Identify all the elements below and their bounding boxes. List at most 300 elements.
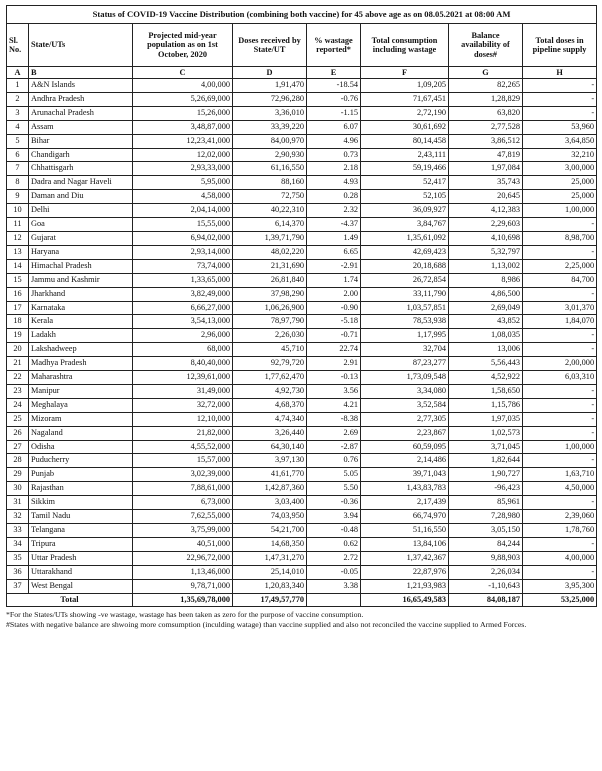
cell-pipeline: - [523,412,597,426]
cell-population: 9,78,71,000 [133,579,233,593]
cell-doses-received: 1,39,71,790 [233,231,307,245]
cell-doses-received: 37,98,290 [233,287,307,301]
cell-wastage: 2.00 [307,287,361,301]
cell-pipeline: - [523,454,597,468]
cell-wastage: 2.72 [307,551,361,565]
column-letter: E [307,67,361,79]
cell-balance: 1,97,035 [449,412,523,426]
cell-doses-received: 45,710 [233,343,307,357]
cell-wastage: -0.13 [307,371,361,385]
cell-population: 7,62,55,000 [133,510,233,524]
cell-population: 68,000 [133,343,233,357]
cell-wastage: -8.38 [307,412,361,426]
cell-pipeline: 1,63,710 [523,468,597,482]
total-population: 1,35,69,78,000 [133,593,233,607]
column-letter-row [7,67,597,79]
cell-state: Manipur [29,384,133,398]
cell-balance: 85,961 [449,496,523,510]
table-row [7,579,597,593]
header-pipeline: Total doses in pipeline supply [523,24,597,67]
cell-sl-no: 19 [7,329,29,343]
cell-wastage: 2.69 [307,426,361,440]
cell-state: Uttarakhand [29,565,133,579]
cell-doses-received: 78,97,790 [233,315,307,329]
cell-balance: 13,006 [449,343,523,357]
cell-population: 73,74,000 [133,259,233,273]
cell-doses-received: 4,92,730 [233,384,307,398]
cell-population: 15,57,000 [133,454,233,468]
cell-population: 4,58,000 [133,190,233,204]
cell-consumption: 1,17,995 [361,329,449,343]
total-wastage [307,593,361,607]
cell-population: 3,75,99,000 [133,524,233,538]
cell-wastage: -0.05 [307,565,361,579]
cell-consumption: 3,52,584 [361,398,449,412]
cell-population: 6,66,27,000 [133,301,233,315]
cell-wastage: -0.76 [307,92,361,106]
cell-consumption: 36,09,927 [361,204,449,218]
cell-wastage: -5.18 [307,315,361,329]
table-row [7,273,597,287]
cell-consumption: 1,35,61,092 [361,231,449,245]
cell-wastage: 5.05 [307,468,361,482]
footnote-negative-balance: #States with negative balance are shwoing more comsumption (inculding watage) than vaccine supplied and also not reconciled the vaccine supplied to Armed Forces. [6,620,527,630]
table-row [7,245,597,259]
header-population: Projected mid-year population as on 1st October, 2020 [133,24,233,67]
cell-sl-no: 1 [7,79,29,93]
table-row [7,134,597,148]
cell-sl-no: 15 [7,273,29,287]
cell-doses-received: 1,06,26,900 [233,301,307,315]
cell-pipeline: 25,000 [523,190,597,204]
table-row [7,384,597,398]
table-row [7,412,597,426]
cell-pipeline: - [523,218,597,232]
table-row [7,426,597,440]
cell-sl-no: 3 [7,106,29,120]
total-balance: 84,08,187 [449,593,523,607]
cell-population: 6,94,02,000 [133,231,233,245]
cell-doses-received: 84,00,970 [233,134,307,148]
cell-consumption: 42,69,423 [361,245,449,259]
cell-doses-received: 3,03,400 [233,496,307,510]
cell-state: Jammu and Kashmir [29,273,133,287]
cell-doses-received: 61,16,550 [233,162,307,176]
cell-state: West Bengal [29,579,133,593]
cell-sl-no: 37 [7,579,29,593]
cell-pipeline: 2,39,060 [523,510,597,524]
cell-population: 32,72,000 [133,398,233,412]
cell-doses-received: 92,79,720 [233,357,307,371]
cell-doses-received: 2,26,030 [233,329,307,343]
cell-state: Haryana [29,245,133,259]
cell-balance: 4,86,500 [449,287,523,301]
cell-consumption: 32,704 [361,343,449,357]
total-received: 17,49,57,770 [233,593,307,607]
cell-state: Himachal Pradesh [29,259,133,273]
total-row [7,593,597,607]
cell-wastage: -2.87 [307,440,361,454]
table-row [7,162,597,176]
cell-pipeline: 2,25,000 [523,259,597,273]
cell-consumption: 66,74,970 [361,510,449,524]
cell-pipeline: - [523,343,597,357]
cell-wastage: -2.91 [307,259,361,273]
header-wastage: % wastage reported* [307,24,361,67]
column-letter: F [361,67,449,79]
cell-balance: 2,29,603 [449,218,523,232]
cell-doses-received: 21,31,690 [233,259,307,273]
footnote-wastage: *For the States/UTs showing -ve wastage, wastage has been taken as zero for the purpose of vaccine consumption. [6,610,364,620]
cell-population: 4,00,000 [133,79,233,93]
cell-sl-no: 26 [7,426,29,440]
cell-pipeline: 4,50,000 [523,482,597,496]
cell-doses-received: 72,750 [233,190,307,204]
cell-population: 2,96,000 [133,329,233,343]
cell-state: Arunachal Pradesh [29,106,133,120]
cell-wastage: -0.36 [307,496,361,510]
cell-doses-received: 1,20,83,340 [233,579,307,593]
table-row [7,329,597,343]
cell-sl-no: 35 [7,551,29,565]
cell-balance: 35,743 [449,176,523,190]
cell-wastage: -0.48 [307,524,361,538]
table-row [7,92,597,106]
cell-doses-received: 6,14,370 [233,218,307,232]
cell-pipeline: 25,000 [523,176,597,190]
cell-pipeline: - [523,106,597,120]
cell-population: 1,13,46,000 [133,565,233,579]
cell-pipeline: - [523,384,597,398]
cell-state: Chhattisgarh [29,162,133,176]
cell-consumption: 78,53,938 [361,315,449,329]
cell-doses-received: 1,91,470 [233,79,307,93]
cell-doses-received: 25,14,010 [233,565,307,579]
cell-state: Punjab [29,468,133,482]
cell-pipeline: 1,00,000 [523,204,597,218]
cell-state: Tripura [29,537,133,551]
cell-balance: 47,819 [449,148,523,162]
cell-wastage: 6.07 [307,120,361,134]
cell-state: Maharashtra [29,371,133,385]
cell-state: Ladakh [29,329,133,343]
cell-balance: 8,986 [449,273,523,287]
cell-consumption: 1,73,09,548 [361,371,449,385]
cell-pipeline: - [523,565,597,579]
table-row [7,537,597,551]
cell-state: Jharkhand [29,287,133,301]
cell-sl-no: 25 [7,412,29,426]
table-row [7,551,597,565]
cell-consumption: 80,14,458 [361,134,449,148]
cell-population: 12,23,41,000 [133,134,233,148]
cell-balance: 2,77,528 [449,120,523,134]
cell-doses-received: 48,02,220 [233,245,307,259]
cell-state: Delhi [29,204,133,218]
table-row [7,106,597,120]
cell-sl-no: 30 [7,482,29,496]
cell-population: 8,40,40,000 [133,357,233,371]
table-row [7,120,597,134]
cell-sl-no: 9 [7,190,29,204]
cell-state: Dadra and Nagar Haveli [29,176,133,190]
footnotes [6,610,596,630]
header-doses-received: Doses received by State/UT [233,24,307,67]
cell-consumption: 26,72,854 [361,273,449,287]
cell-sl-no: 20 [7,343,29,357]
cell-population: 2,93,14,000 [133,245,233,259]
cell-population: 2,93,33,000 [133,162,233,176]
cell-sl-no: 27 [7,440,29,454]
cell-balance: 43,852 [449,315,523,329]
cell-population: 6,73,000 [133,496,233,510]
cell-sl-no: 12 [7,231,29,245]
cell-doses-received: 41,61,770 [233,468,307,482]
cell-wastage: 2.91 [307,357,361,371]
cell-wastage: -18.54 [307,79,361,93]
table-row [7,190,597,204]
column-letter: A [7,67,29,79]
cell-population: 5,26,69,000 [133,92,233,106]
cell-state: Meghalaya [29,398,133,412]
column-letter: B [29,67,133,79]
column-letter: G [449,67,523,79]
cell-sl-no: 28 [7,454,29,468]
cell-population: 12,10,000 [133,412,233,426]
cell-sl-no: 14 [7,259,29,273]
cell-population: 3,54,13,000 [133,315,233,329]
total-consumption: 16,65,49,583 [361,593,449,607]
cell-state: Bihar [29,134,133,148]
table-row [7,301,597,315]
cell-wastage: -4.37 [307,218,361,232]
table-row [7,315,597,329]
table-title: Status of COVID-19 Vaccine Distribution (combining both vaccine) for 45 above age as on 08.05.2021 at 08:00 AM [7,6,597,24]
cell-wastage: 0.76 [307,454,361,468]
cell-population: 3,82,49,000 [133,287,233,301]
cell-consumption: 71,67,451 [361,92,449,106]
cell-consumption: 59,19,466 [361,162,449,176]
cell-consumption: 2,17,439 [361,496,449,510]
cell-doses-received: 72,96,280 [233,92,307,106]
table-body [7,79,597,594]
cell-pipeline: - [523,92,597,106]
cell-state: Chandigarh [29,148,133,162]
cell-balance: 1,28,829 [449,92,523,106]
cell-state: Sikkim [29,496,133,510]
cell-pipeline: 8,98,700 [523,231,597,245]
cell-balance: 1,08,035 [449,329,523,343]
cell-balance: 4,10,698 [449,231,523,245]
table-row [7,357,597,371]
cell-consumption: 22,87,976 [361,565,449,579]
cell-balance: -1,10,643 [449,579,523,593]
table-row [7,231,597,245]
cell-population: 15,26,000 [133,106,233,120]
cell-pipeline: 1,84,070 [523,315,597,329]
cell-pipeline: - [523,537,597,551]
cell-wastage: 0.73 [307,148,361,162]
cell-pipeline: 3,01,370 [523,301,597,315]
cell-consumption: 3,34,080 [361,384,449,398]
cell-state: Daman and Diu [29,190,133,204]
cell-sl-no: 8 [7,176,29,190]
table-row [7,218,597,232]
cell-wastage: 4.93 [307,176,361,190]
cell-state: Rajasthan [29,482,133,496]
cell-sl-no: 36 [7,565,29,579]
cell-pipeline: 53,960 [523,120,597,134]
cell-wastage: 4.96 [307,134,361,148]
cell-wastage: 0.62 [307,537,361,551]
total-label: Total [7,593,133,607]
cell-pipeline: - [523,245,597,259]
cell-consumption: 2,72,190 [361,106,449,120]
cell-population: 40,51,000 [133,537,233,551]
cell-balance: 1,90,727 [449,468,523,482]
cell-balance: 63,820 [449,106,523,120]
cell-doses-received: 3,36,010 [233,106,307,120]
column-letter: C [133,67,233,79]
cell-population: 7,88,61,000 [133,482,233,496]
cell-state: Mizoram [29,412,133,426]
cell-doses-received: 1,42,87,360 [233,482,307,496]
cell-pipeline: 3,64,850 [523,134,597,148]
cell-population: 22,96,72,000 [133,551,233,565]
table-row [7,343,597,357]
cell-doses-received: 3,26,440 [233,426,307,440]
table-row [7,565,597,579]
cell-wastage: -1.15 [307,106,361,120]
cell-balance: 3,86,512 [449,134,523,148]
cell-pipeline: - [523,496,597,510]
cell-doses-received: 26,81,840 [233,273,307,287]
cell-wastage: 5.50 [307,482,361,496]
column-header-row [7,24,597,67]
cell-wastage: -0.90 [307,301,361,315]
cell-pipeline: 32,210 [523,148,597,162]
cell-state: A&N Islands [29,79,133,93]
cell-state: Kerala [29,315,133,329]
cell-balance: 1,58,650 [449,384,523,398]
table-row [7,148,597,162]
cell-doses-received: 33,39,220 [233,120,307,134]
cell-pipeline: 2,00,000 [523,357,597,371]
cell-sl-no: 4 [7,120,29,134]
cell-consumption: 2,14,486 [361,454,449,468]
cell-population: 4,55,52,000 [133,440,233,454]
cell-wastage: 0.28 [307,190,361,204]
cell-pipeline: - [523,287,597,301]
cell-balance: -96,423 [449,482,523,496]
cell-pipeline: 1,00,000 [523,440,597,454]
cell-state: Goa [29,218,133,232]
table-row [7,510,597,524]
table-row [7,440,597,454]
cell-sl-no: 29 [7,468,29,482]
table-row [7,454,597,468]
cell-pipeline: - [523,426,597,440]
cell-wastage: 1.74 [307,273,361,287]
cell-sl-no: 18 [7,315,29,329]
cell-consumption: 1,43,83,783 [361,482,449,496]
vaccine-distribution-table [6,5,597,607]
cell-doses-received: 64,30,140 [233,440,307,454]
table-row [7,468,597,482]
cell-balance: 3,05,150 [449,524,523,538]
cell-balance: 4,52,922 [449,371,523,385]
cell-balance: 5,56,443 [449,357,523,371]
cell-consumption: 30,61,692 [361,120,449,134]
cell-sl-no: 32 [7,510,29,524]
cell-state: Andhra Pradesh [29,92,133,106]
cell-consumption: 33,11,790 [361,287,449,301]
table-row [7,204,597,218]
table-row [7,496,597,510]
cell-doses-received: 1,47,31,270 [233,551,307,565]
cell-doses-received: 1,77,62,470 [233,371,307,385]
cell-population: 3,02,39,000 [133,468,233,482]
header-balance: Balance availability of doses# [449,24,523,67]
cell-balance: 7,28,980 [449,510,523,524]
cell-sl-no: 23 [7,384,29,398]
cell-wastage: 22.74 [307,343,361,357]
total-pipeline: 53,25,000 [523,593,597,607]
cell-population: 31,49,000 [133,384,233,398]
cell-wastage: 2.32 [307,204,361,218]
cell-consumption: 52,105 [361,190,449,204]
cell-state: Gujarat [29,231,133,245]
cell-sl-no: 33 [7,524,29,538]
cell-sl-no: 6 [7,148,29,162]
cell-population: 12,02,000 [133,148,233,162]
cell-doses-received: 4,68,370 [233,398,307,412]
cell-balance: 1,13,002 [449,259,523,273]
cell-wastage: 4.21 [307,398,361,412]
cell-consumption: 87,23,277 [361,357,449,371]
cell-wastage: 1.49 [307,231,361,245]
cell-consumption: 1,37,42,367 [361,551,449,565]
table-row [7,524,597,538]
cell-sl-no: 13 [7,245,29,259]
table-row [7,398,597,412]
cell-pipeline: 84,700 [523,273,597,287]
cell-consumption: 60,59,095 [361,440,449,454]
cell-pipeline: - [523,329,597,343]
cell-doses-received: 74,03,950 [233,510,307,524]
cell-consumption: 2,43,111 [361,148,449,162]
column-letter: H [523,67,597,79]
header-sl-no: Sl. No. [7,24,29,67]
cell-balance: 3,71,045 [449,440,523,454]
cell-balance: 2,26,034 [449,565,523,579]
cell-sl-no: 2 [7,92,29,106]
cell-sl-no: 22 [7,371,29,385]
cell-doses-received: 3,97,130 [233,454,307,468]
cell-state: Madhya Pradesh [29,357,133,371]
cell-state: Assam [29,120,133,134]
cell-state: Telangana [29,524,133,538]
cell-doses-received: 14,68,350 [233,537,307,551]
cell-consumption: 1,03,57,851 [361,301,449,315]
cell-balance: 9,88,903 [449,551,523,565]
header-state: State/UTs [29,24,133,67]
cell-sl-no: 16 [7,287,29,301]
cell-balance: 2,69,049 [449,301,523,315]
cell-balance: 1,02,573 [449,426,523,440]
cell-balance: 20,645 [449,190,523,204]
table-row [7,176,597,190]
